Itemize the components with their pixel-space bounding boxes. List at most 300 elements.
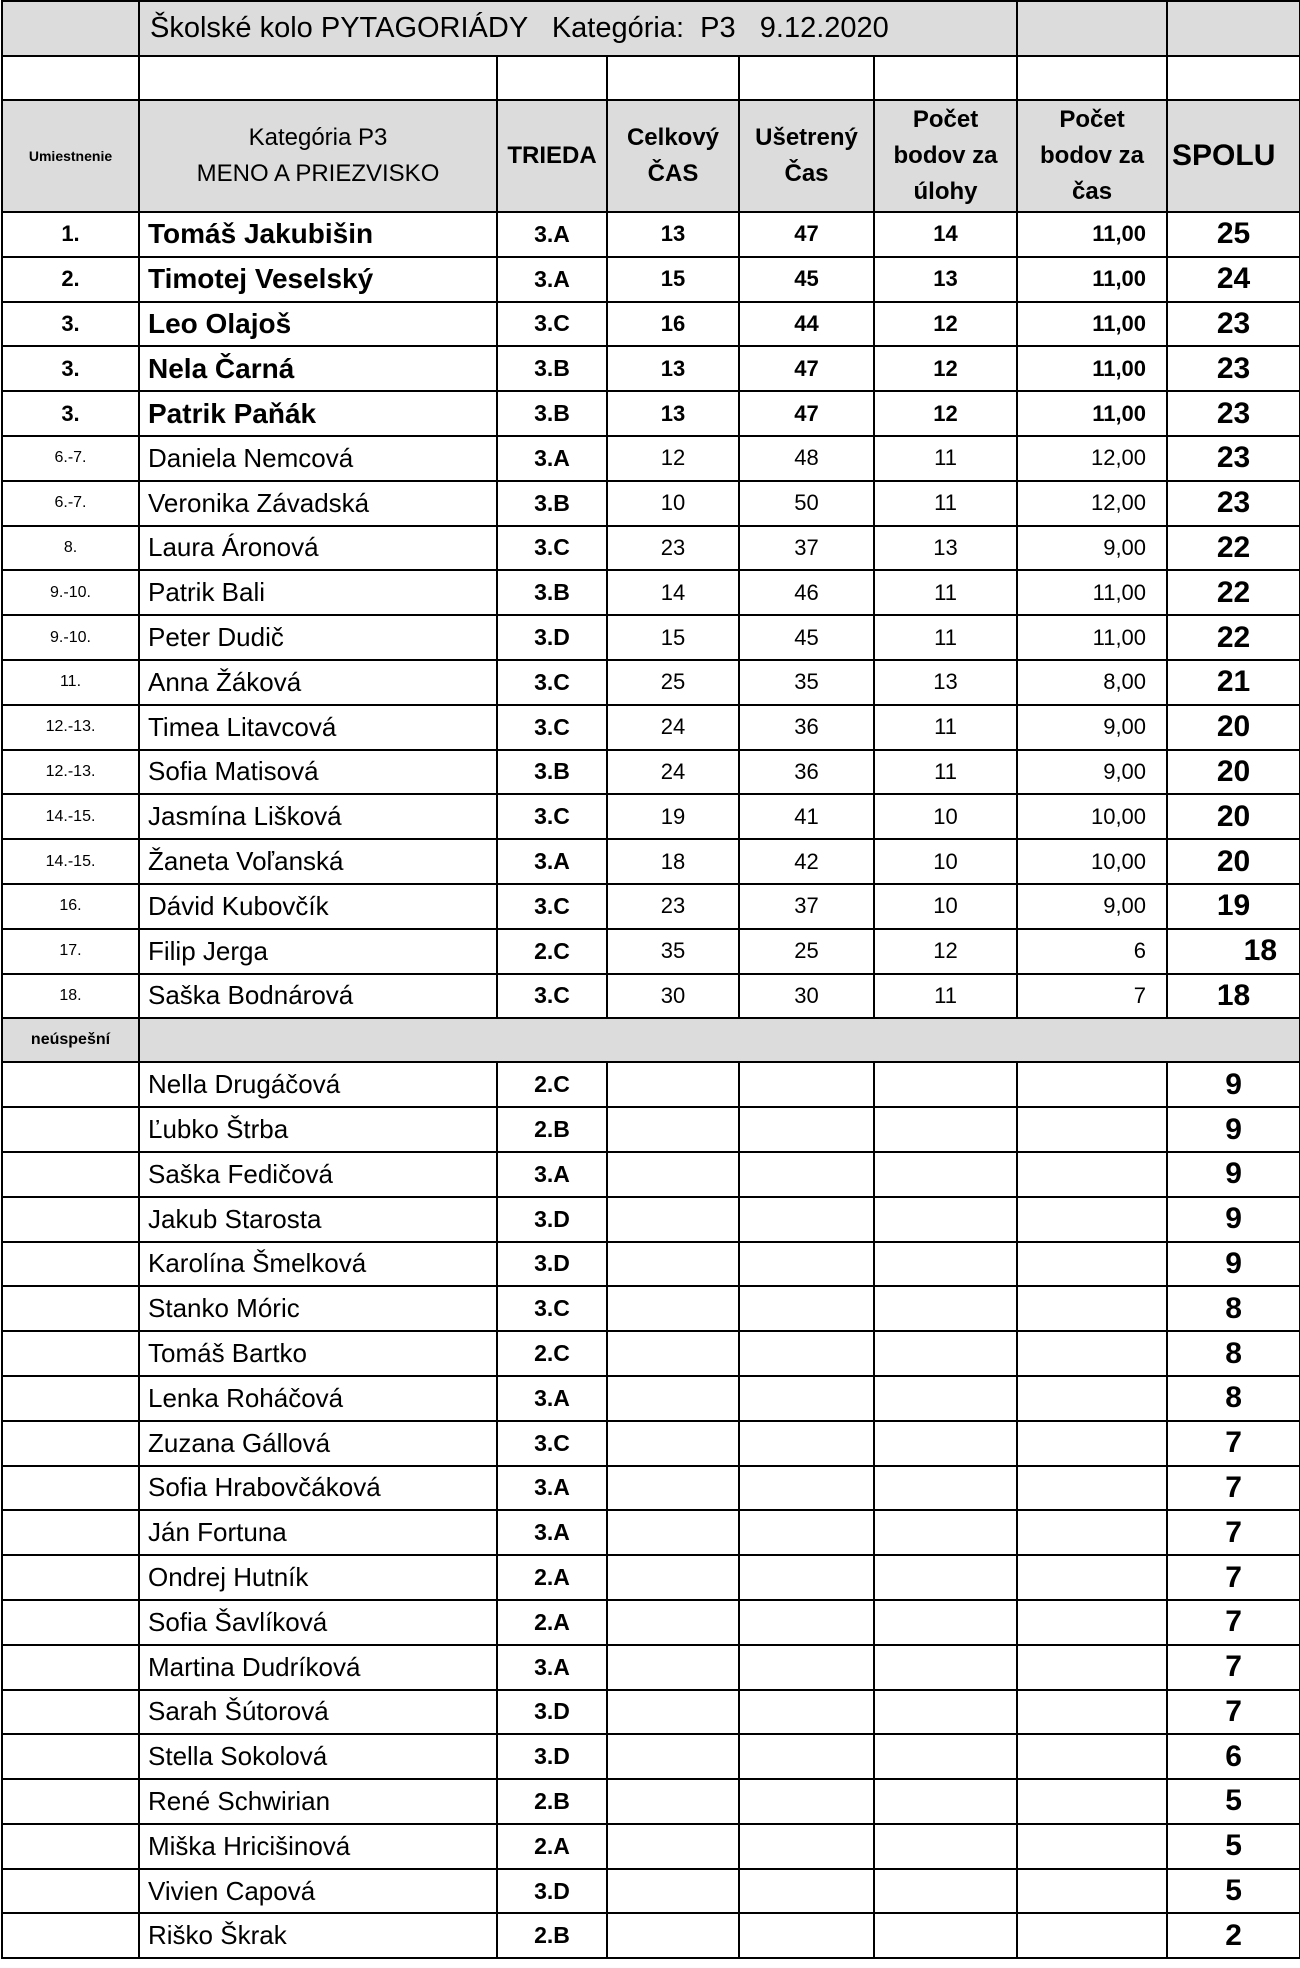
header-cas-line1: Počet <box>1059 106 1125 133</box>
body-ulohy-cell <box>874 1645 1017 1690</box>
spolu-cell: 9 <box>1167 1062 1300 1107</box>
trieda-cell: 3.C <box>497 884 607 929</box>
celkovy-cas-cell <box>607 1555 739 1600</box>
celkovy-cas-cell: 10 <box>607 481 739 526</box>
trieda-cell: 3.C <box>497 705 607 750</box>
header-row <box>2 100 1300 212</box>
usetreny-cas-cell <box>739 1062 874 1107</box>
spolu-cell: 21 <box>1167 660 1300 705</box>
celkovy-cas-cell: 12 <box>607 436 739 481</box>
celkovy-cas-cell <box>607 1869 739 1914</box>
usetreny-cas-cell <box>739 1242 874 1287</box>
usetreny-cas-cell: 37 <box>739 884 874 929</box>
spolu-cell: 18 <box>1167 929 1300 974</box>
body-cas-cell: 11,00 <box>1017 212 1167 257</box>
header-body-ulohy <box>874 100 1017 212</box>
rank-cell: 11. <box>2 660 139 705</box>
celkovy-cas-cell <box>607 1779 739 1824</box>
name-cell: Tomáš Jakubišin <box>139 212 497 257</box>
spolu-cell: 23 <box>1167 481 1300 526</box>
celkovy-cas-cell: 13 <box>607 346 739 391</box>
usetreny-cas-cell <box>739 1466 874 1511</box>
table-row <box>2 570 1300 615</box>
rank-cell: 12.-13. <box>2 705 139 750</box>
celkovy-cas-cell <box>607 1734 739 1779</box>
header-trieda: TRIEDA <box>497 100 607 212</box>
trieda-cell: 3.D <box>497 1690 607 1735</box>
spolu-cell: 25 <box>1167 212 1300 257</box>
celkovy-cas-cell: 13 <box>607 391 739 436</box>
body-cas-cell: 8,00 <box>1017 660 1167 705</box>
trieda-cell: 3.D <box>497 1869 607 1914</box>
trieda-cell: 2.A <box>497 1824 607 1869</box>
name-cell: Sofia Hrabovčáková <box>139 1466 497 1511</box>
usetreny-cas-cell <box>739 1376 874 1421</box>
spolu-cell: 23 <box>1167 302 1300 347</box>
usetreny-cas-cell: 30 <box>739 974 874 1019</box>
body-ulohy-cell <box>874 1107 1017 1152</box>
body-cas-cell <box>1017 1824 1167 1869</box>
trieda-cell: 3.C <box>497 302 607 347</box>
table-row <box>2 257 1300 302</box>
body-ulohy-cell: 14 <box>874 212 1017 257</box>
unsuccessful-separator-row <box>2 1018 1300 1062</box>
body-cas-cell <box>1017 1197 1167 1242</box>
celkovy-cas-cell: 23 <box>607 884 739 929</box>
body-ulohy-cell <box>874 1600 1017 1645</box>
body-ulohy-cell <box>874 1286 1017 1331</box>
rank-cell <box>2 1331 139 1376</box>
rank-cell: 6.-7. <box>2 481 139 526</box>
name-cell: Karolína Šmelková <box>139 1242 497 1287</box>
name-cell: Miška Hricišinová <box>139 1824 497 1869</box>
table-row <box>2 884 1300 929</box>
table-row <box>2 1152 1300 1197</box>
body-cas-cell <box>1017 1645 1167 1690</box>
body-ulohy-cell: 11 <box>874 436 1017 481</box>
body-ulohy-cell <box>874 1197 1017 1242</box>
usetreny-cas-cell <box>739 1197 874 1242</box>
celkovy-cas-cell: 35 <box>607 929 739 974</box>
spolu-cell: 20 <box>1167 839 1300 884</box>
rank-cell: 18. <box>2 974 139 1019</box>
trieda-cell: 3.B <box>497 570 607 615</box>
table-row <box>2 1466 1300 1511</box>
name-cell: Peter Dudič <box>139 615 497 660</box>
rank-cell <box>2 1645 139 1690</box>
body-ulohy-cell <box>874 1242 1017 1287</box>
body-cas-cell <box>1017 1331 1167 1376</box>
rank-cell: 3. <box>2 346 139 391</box>
trieda-cell: 2.A <box>497 1555 607 1600</box>
rank-cell <box>2 1062 139 1107</box>
trieda-cell: 3.D <box>497 1734 607 1779</box>
body-cas-cell: 11,00 <box>1017 391 1167 436</box>
rank-cell <box>2 1510 139 1555</box>
body-ulohy-cell: 12 <box>874 302 1017 347</box>
spolu-cell: 8 <box>1167 1331 1300 1376</box>
header-ulohy-line1: Počet <box>912 106 979 133</box>
rank-cell: 12.-13. <box>2 750 139 795</box>
trieda-cell: 3.A <box>497 839 607 884</box>
header-name <box>139 100 497 212</box>
spolu-cell: 23 <box>1167 346 1300 391</box>
table-row <box>2 1510 1300 1555</box>
spolu-cell: 18 <box>1167 974 1300 1019</box>
body-ulohy-cell <box>874 1331 1017 1376</box>
spolu-cell: 8 <box>1167 1376 1300 1421</box>
spolu-cell: 7 <box>1167 1600 1300 1645</box>
name-cell: Sofia Matisová <box>139 750 497 795</box>
body-cas-cell: 6 <box>1017 929 1167 974</box>
table-row <box>2 391 1300 436</box>
name-cell: Ľubko Štrba <box>139 1107 497 1152</box>
body-ulohy-cell <box>874 1152 1017 1197</box>
usetreny-cas-cell <box>739 1510 874 1555</box>
spolu-cell: 22 <box>1167 570 1300 615</box>
usetreny-cas-cell <box>739 1645 874 1690</box>
usetreny-cas-cell: 44 <box>739 302 874 347</box>
header-rank: Umiestnenie <box>2 100 139 212</box>
body-ulohy-cell: 10 <box>874 884 1017 929</box>
table-row <box>2 1779 1300 1824</box>
celkovy-cas-cell: 24 <box>607 705 739 750</box>
rank-cell: 1. <box>2 212 139 257</box>
blank-cell <box>874 56 1017 100</box>
usetreny-cas-cell <box>739 1152 874 1197</box>
rank-cell <box>2 1779 139 1824</box>
blank-cell <box>1167 56 1300 100</box>
header-cas-line2: bodov za <box>1040 142 1145 169</box>
body-ulohy-cell: 12 <box>874 929 1017 974</box>
trieda-cell: 3.C <box>497 526 607 571</box>
table-row <box>2 660 1300 705</box>
rank-cell <box>2 1466 139 1511</box>
trieda-cell: 3.C <box>497 1286 607 1331</box>
rank-cell <box>2 1376 139 1421</box>
name-cell: Stanko Móric <box>139 1286 497 1331</box>
rank-cell <box>2 1286 139 1331</box>
spolu-cell: 23 <box>1167 436 1300 481</box>
rank-cell: 9.-10. <box>2 615 139 660</box>
blank-cell <box>607 56 739 100</box>
table-row <box>2 1869 1300 1914</box>
table-row <box>2 346 1300 391</box>
body-ulohy-cell <box>874 1913 1017 1958</box>
name-cell: Anna Žáková <box>139 660 497 705</box>
table-row <box>2 212 1300 257</box>
body-cas-cell <box>1017 1779 1167 1824</box>
celkovy-cas-cell: 14 <box>607 570 739 615</box>
usetreny-cas-cell: 42 <box>739 839 874 884</box>
body-cas-cell <box>1017 1690 1167 1735</box>
body-cas-cell: 11,00 <box>1017 257 1167 302</box>
table-row <box>2 1376 1300 1421</box>
usetreny-cas-cell: 41 <box>739 794 874 839</box>
usetreny-cas-cell <box>739 1779 874 1824</box>
celkovy-cas-cell <box>607 1197 739 1242</box>
spolu-cell: 5 <box>1167 1824 1300 1869</box>
spolu-cell: 5 <box>1167 1869 1300 1914</box>
trieda-cell: 2.C <box>497 1062 607 1107</box>
body-ulohy-cell: 10 <box>874 839 1017 884</box>
trieda-cell: 3.D <box>497 615 607 660</box>
celkovy-cas-cell: 30 <box>607 974 739 1019</box>
spolu-cell: 8 <box>1167 1286 1300 1331</box>
header-usetreny-cas <box>739 100 874 212</box>
spolu-cell: 7 <box>1167 1421 1300 1466</box>
celkovy-cas-cell <box>607 1600 739 1645</box>
celkovy-cas-cell <box>607 1331 739 1376</box>
blank-cell <box>139 56 497 100</box>
spolu-cell: 2 <box>1167 1913 1300 1958</box>
trieda-cell: 3.A <box>497 212 607 257</box>
rank-cell <box>2 1824 139 1869</box>
table-row <box>2 974 1300 1019</box>
body-cas-cell <box>1017 1734 1167 1779</box>
table-row <box>2 1421 1300 1466</box>
table-row <box>2 1242 1300 1287</box>
spolu-cell: 5 <box>1167 1779 1300 1824</box>
celkovy-cas-cell: 13 <box>607 212 739 257</box>
trieda-cell: 3.A <box>497 1510 607 1555</box>
body-cas-cell: 9,00 <box>1017 750 1167 795</box>
trieda-cell: 3.A <box>497 257 607 302</box>
table-row <box>2 1824 1300 1869</box>
body-ulohy-cell: 12 <box>874 346 1017 391</box>
body-cas-cell: 9,00 <box>1017 526 1167 571</box>
name-cell: Dávid Kubovčík <box>139 884 497 929</box>
table-row <box>2 615 1300 660</box>
blank-cell <box>1017 56 1167 100</box>
name-cell: Filip Jerga <box>139 929 497 974</box>
table-row <box>2 1913 1300 1958</box>
rank-cell: 2. <box>2 257 139 302</box>
table-row <box>2 1690 1300 1735</box>
spolu-cell: 9 <box>1167 1107 1300 1152</box>
body-ulohy-cell <box>874 1062 1017 1107</box>
name-cell: Jakub Starosta <box>139 1197 497 1242</box>
body-cas-cell: 12,00 <box>1017 481 1167 526</box>
rank-cell: 3. <box>2 391 139 436</box>
trieda-cell: 3.A <box>497 1466 607 1511</box>
body-cas-cell <box>1017 1913 1167 1958</box>
trieda-cell: 3.A <box>497 436 607 481</box>
usetreny-cas-cell: 48 <box>739 436 874 481</box>
body-cas-cell: 10,00 <box>1017 794 1167 839</box>
trieda-cell: 3.B <box>497 481 607 526</box>
trieda-cell: 2.C <box>497 1331 607 1376</box>
name-cell: René Schwirian <box>139 1779 497 1824</box>
celkovy-cas-cell: 25 <box>607 660 739 705</box>
spolu-cell: 7 <box>1167 1690 1300 1735</box>
trieda-cell: 3.A <box>497 1376 607 1421</box>
body-cas-cell: 9,00 <box>1017 884 1167 929</box>
trieda-cell: 3.C <box>497 794 607 839</box>
table-row <box>2 929 1300 974</box>
table-row <box>2 436 1300 481</box>
body-cas-cell <box>1017 1600 1167 1645</box>
usetreny-cas-cell: 47 <box>739 346 874 391</box>
celkovy-cas-cell <box>607 1107 739 1152</box>
name-cell: Saška Fedičová <box>139 1152 497 1197</box>
celkovy-cas-cell: 24 <box>607 750 739 795</box>
body-ulohy-cell <box>874 1734 1017 1779</box>
rank-cell <box>2 1152 139 1197</box>
name-cell: Veronika Závadská <box>139 481 497 526</box>
trieda-cell: 3.B <box>497 750 607 795</box>
blank-cell <box>2 56 139 100</box>
trieda-cell: 2.C <box>497 929 607 974</box>
name-cell: Stella Sokolová <box>139 1734 497 1779</box>
table-row <box>2 1555 1300 1600</box>
celkovy-cas-cell <box>607 1421 739 1466</box>
blank-row <box>2 56 1300 100</box>
body-ulohy-cell: 11 <box>874 750 1017 795</box>
header-body-cas <box>1017 100 1167 212</box>
body-cas-cell <box>1017 1376 1167 1421</box>
table-row <box>2 839 1300 884</box>
body-cas-cell <box>1017 1466 1167 1511</box>
spolu-cell: 22 <box>1167 526 1300 571</box>
rank-cell <box>2 1421 139 1466</box>
celkovy-cas-cell: 16 <box>607 302 739 347</box>
spolu-cell: 24 <box>1167 257 1300 302</box>
body-cas-cell <box>1017 1555 1167 1600</box>
spolu-cell: 7 <box>1167 1510 1300 1555</box>
body-cas-cell <box>1017 1510 1167 1555</box>
body-cas-cell <box>1017 1421 1167 1466</box>
table-row <box>2 1600 1300 1645</box>
header-usetreny-line2: Čas <box>784 160 829 187</box>
body-cas-cell: 11,00 <box>1017 346 1167 391</box>
usetreny-cas-cell <box>739 1286 874 1331</box>
celkovy-cas-cell: 18 <box>607 839 739 884</box>
celkovy-cas-cell <box>607 1466 739 1511</box>
usetreny-cas-cell <box>739 1600 874 1645</box>
trieda-cell: 3.D <box>497 1242 607 1287</box>
name-cell: Tomáš Bartko <box>139 1331 497 1376</box>
spolu-cell: 7 <box>1167 1466 1300 1511</box>
usetreny-cas-cell <box>739 1107 874 1152</box>
celkovy-cas-cell: 23 <box>607 526 739 571</box>
body-ulohy-cell: 13 <box>874 660 1017 705</box>
separator-fill-cell <box>139 1018 1300 1062</box>
body-ulohy-cell: 11 <box>874 974 1017 1019</box>
spolu-cell: 20 <box>1167 750 1300 795</box>
spolu-cell: 9 <box>1167 1152 1300 1197</box>
celkovy-cas-cell <box>607 1913 739 1958</box>
celkovy-cas-cell <box>607 1152 739 1197</box>
body-ulohy-cell <box>874 1421 1017 1466</box>
trieda-cell: 3.C <box>497 660 607 705</box>
body-ulohy-cell <box>874 1510 1017 1555</box>
body-ulohy-cell: 13 <box>874 526 1017 571</box>
rank-cell <box>2 1690 139 1735</box>
name-cell: Nella Drugáčová <box>139 1062 497 1107</box>
rank-cell: 9.-10. <box>2 570 139 615</box>
usetreny-cas-cell <box>739 1331 874 1376</box>
blank-cell <box>497 56 607 100</box>
header-cas-line3: čas <box>1072 178 1113 205</box>
trieda-cell: 3.D <box>497 1197 607 1242</box>
body-ulohy-cell: 11 <box>874 570 1017 615</box>
name-cell: Lenka Roháčová <box>139 1376 497 1421</box>
rank-cell <box>2 1734 139 1779</box>
celkovy-cas-cell <box>607 1376 739 1421</box>
header-celkovy-line2: ČAS <box>647 160 699 187</box>
header-ulohy-line2: bodov za <box>893 142 998 169</box>
rank-cell <box>2 1107 139 1152</box>
body-cas-cell: 12,00 <box>1017 436 1167 481</box>
spolu-cell: 7 <box>1167 1555 1300 1600</box>
name-cell: Timea Litavcová <box>139 705 497 750</box>
body-cas-cell <box>1017 1062 1167 1107</box>
table-row <box>2 481 1300 526</box>
title-corner-cell <box>2 1 139 56</box>
trieda-cell: 3.B <box>497 391 607 436</box>
rank-cell <box>2 1555 139 1600</box>
header-celkovy-line1: Celkový <box>626 124 720 151</box>
body-cas-cell: 9,00 <box>1017 705 1167 750</box>
rank-cell <box>2 1913 139 1958</box>
rank-cell: 3. <box>2 302 139 347</box>
celkovy-cas-cell <box>607 1242 739 1287</box>
usetreny-cas-cell: 50 <box>739 481 874 526</box>
body-cas-cell: 10,00 <box>1017 839 1167 884</box>
usetreny-cas-cell: 37 <box>739 526 874 571</box>
spolu-cell: 9 <box>1167 1242 1300 1287</box>
table-row <box>2 1734 1300 1779</box>
celkovy-cas-cell <box>607 1510 739 1555</box>
header-spolu: SPOLU <box>1167 100 1300 212</box>
title-empty-cell <box>1017 1 1167 56</box>
trieda-cell: 3.C <box>497 974 607 1019</box>
celkovy-cas-cell <box>607 1824 739 1869</box>
body-ulohy-cell <box>874 1466 1017 1511</box>
table-row <box>2 1286 1300 1331</box>
header-usetreny-line1: Ušetrený <box>755 124 858 151</box>
name-cell: Leo Olajoš <box>139 302 497 347</box>
rank-cell: 14.-15. <box>2 794 139 839</box>
usetreny-cas-cell: 47 <box>739 391 874 436</box>
spolu-cell: 19 <box>1167 884 1300 929</box>
trieda-cell: 2.B <box>497 1913 607 1958</box>
table-row <box>2 526 1300 571</box>
body-cas-cell: 11,00 <box>1017 570 1167 615</box>
usetreny-cas-cell <box>739 1913 874 1958</box>
rank-cell: 14.-15. <box>2 839 139 884</box>
spolu-cell: 6 <box>1167 1734 1300 1779</box>
name-cell: Jasmína Lišková <box>139 794 497 839</box>
spolu-cell: 20 <box>1167 794 1300 839</box>
body-ulohy-cell: 11 <box>874 705 1017 750</box>
rank-cell: 8. <box>2 526 139 571</box>
name-cell: Patrik Bali <box>139 570 497 615</box>
sheet-title: Školské kolo PYTAGORIÁDY Kategória: P3 9.12.2020 <box>139 1 1017 56</box>
spolu-cell: 9 <box>1167 1197 1300 1242</box>
body-cas-cell <box>1017 1869 1167 1914</box>
header-name-line2: MENO A PRIEZVISKO <box>196 160 440 187</box>
name-cell: Ondrej Hutník <box>139 1555 497 1600</box>
body-ulohy-cell <box>874 1869 1017 1914</box>
celkovy-cas-cell: 15 <box>607 615 739 660</box>
name-cell: Sofia Šavlíková <box>139 1600 497 1645</box>
trieda-cell: 3.A <box>497 1645 607 1690</box>
table-row <box>2 1197 1300 1242</box>
name-cell: Vivien Capová <box>139 1869 497 1914</box>
spolu-cell: 22 <box>1167 615 1300 660</box>
